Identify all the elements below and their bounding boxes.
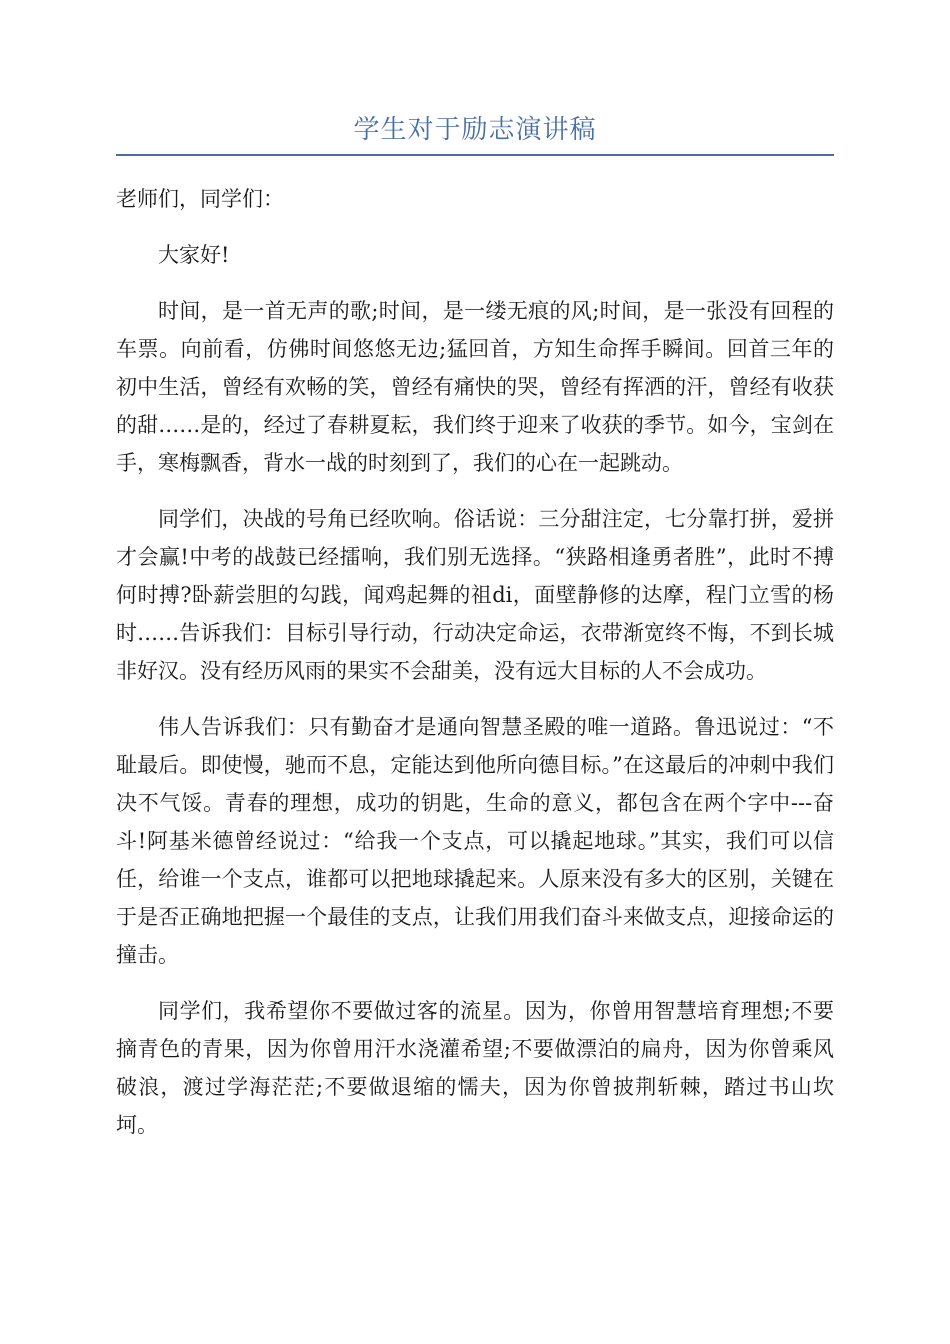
- document-title: 学生对于励志演讲稿: [353, 115, 597, 145]
- greeting: 老师们，同学们：: [116, 187, 284, 211]
- title-underline: [116, 154, 834, 156]
- paragraph-time: 时间，是一首无声的歌;时间，是一缕无痕的风;时间，是一张没有回程的车票。向前看，仿佛时间悠悠无边;猛回首，方知生命挥手瞬间。回首三年的初中生活，曾经有欢畅的笑，曾经有痛快的哭，曾经有挥洒的汗，曾经有收获的甜……是的，经过了春耕夏耘，我们终于迎来了收获的季节。如今，宝剑在手，寒梅飘香，背水一战的时刻到了，我们的心在一起跳动。: [116, 299, 834, 475]
- paragraph-hello: 大家好!: [158, 243, 230, 267]
- paragraph-diligence: 伟人告诉我们：只有勤奋才是通向智慧圣殿的唯一道路。鲁迅说过：“不耻最后。即使慢，驰而不息，定能达到他所向德目标。”在这最后的冲刺中我们决不气馁。青春的理想，成功的钥匙，生命的意义，都包含在两个字中---奋斗!阿基米德曾经说过：“给我一个支点，可以撬起地球。”其实，我们可以信任，给谁一个支点，谁都可以把地球撬起来。人原来没有多大的区别，关键在于是否正确地把握一个最佳的支点，让我们用我们奋斗来做支点，迎接命运的撞击。: [116, 715, 834, 967]
- document-page: [116, 108, 834, 1144]
- paragraph-battle: 同学们，决战的号角已经吹响。俗话说：三分甜注定，七分靠打拼，爱拼才会赢!中考的战鼓已经擂响，我们别无选择。“狭路相逢勇者胜”，此时不搏何时搏?卧薪尝胆的勾践，闻鸡起舞的祖di，面壁静修的达摩，程门立雪的杨时……告诉我们：目标引导行动，行动决定命运，衣带渐宽终不悔，不到长城非好汉。没有经历风雨的果实不会甜美，没有远大目标的人不会成功。: [116, 507, 834, 683]
- paragraph-hope: 同学们，我希望你不要做过客的流星。因为，你曾用智慧培育理想;不要摘青色的青果，因为你曾用汗水浇灌希望;不要做漂泊的扁舟，因为你曾乘风破浪，渡过学海茫茫;不要做退缩的懦夫，因为你曾披荆斩棘，踏过书山坎坷。: [116, 999, 834, 1137]
